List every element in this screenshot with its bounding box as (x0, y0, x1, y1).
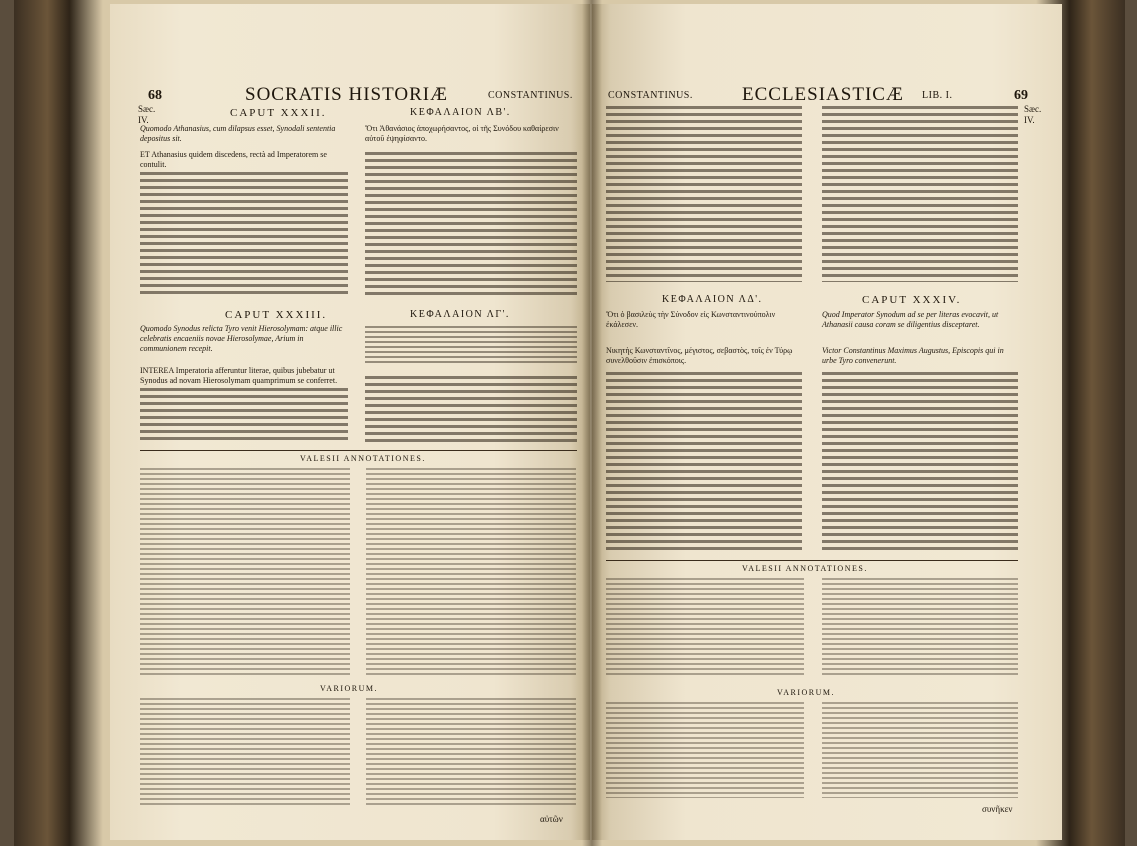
right-variorum-col-1 (606, 702, 804, 798)
right-valesii-col-1 (606, 578, 804, 678)
left-catchword: αὐτῶν (540, 814, 563, 824)
latin-text-block-34 (822, 372, 1018, 552)
caput-32-subtitle: Quomodo Athanasius, cum dilapsus esset, Synodali sententia depositus sit. (140, 124, 336, 143)
caput-34-heading: CAPUT XXXIV. (862, 294, 962, 306)
book-gutter (582, 0, 602, 846)
kephalaion-34-subtitle: Ὅτι ὁ βασιλεὺς τὴν Σύνοδον εἰς Κωνσταντινούπολιν ἐκάλεσεν. (606, 310, 776, 329)
caput-33-first-line: INTEREA Imperatoria afferuntur literae, quibus jubebatur ut Synodus ad novam Hierosolymam quamprimum se conferret. (140, 366, 338, 385)
right-margin-note: Sæc. IV. (1024, 104, 1042, 125)
right-valesii-col-2 (822, 578, 1018, 678)
left-margin-note: Sæc. IV. (138, 104, 156, 125)
greek-text-block-continued (606, 106, 802, 282)
open-book (14, 0, 1125, 846)
right-valesii-notes-label: VALESII ANNOTATIONES. (742, 564, 868, 573)
notes-rule (140, 450, 577, 451)
right-page-number: 69 (1014, 88, 1028, 103)
valesii-notes-col-2 (366, 468, 576, 678)
kephalaion-32-heading: ΚΕΦΑΛΑΙΟΝ ΛΒ'. (410, 107, 511, 118)
right-running-head-right: LIB. I. (922, 90, 953, 101)
right-variorum-col-2 (822, 702, 1018, 798)
caput-34-subtitle: Quod Imperator Synodum ad se per literas evocavit, ut Athanasii causa coram se diligentius disceptaret. (822, 310, 999, 329)
caput-32-first-line: ET Athanasius quidem discedens, rectà ad Imperatorem se contulit. (140, 150, 327, 169)
right-page (592, 4, 1062, 840)
greek-text-block-32 (365, 152, 577, 298)
latin-text-block-32 (140, 172, 348, 298)
right-running-head: ECCLESIASTICÆ (742, 84, 904, 105)
valesii-notes-label: VALESII ANNOTATIONES. (300, 454, 426, 463)
greek-subtitle-block-33 (365, 326, 577, 366)
right-running-head-left: CONSTANTINUS. (608, 90, 693, 101)
left-page-number: 68 (148, 88, 162, 103)
latin-text-block-continued (822, 106, 1018, 282)
variorum-col-2 (366, 698, 576, 808)
greek-greeting: Νικητὴς Κωνσταντῖνος, μέγιστος, σεβαστὸς, τοῖς ἐν Τύρῳ συνελθοῦσιν ἐπισκόποις. (606, 346, 793, 365)
right-catchword: συνῆκεν (982, 804, 1013, 814)
latin-text-block-33 (140, 388, 348, 444)
caput-33-subtitle: Quomodo Synodus relicta Tyro venit Hierosolymam: atque illic celebratis encaeniis novae Hierosolymae, Arium in communionem recepit. (140, 324, 343, 353)
greek-text-block-34 (606, 372, 802, 552)
variorum-label: VARIORUM. (320, 684, 379, 693)
variorum-col-1 (140, 698, 350, 808)
kephalaion-32-subtitle: Ὅτι Ἀθανάσιος ἀποχωρήσαντος, οἱ τῆς Συνόδου καθαίρεσιν αὐτοῦ ἐψηφίσαντο. (365, 124, 559, 143)
latin-greeting: Victor Constantinus Maximus Augustus, Episcopis qui in urbe Tyro convenerunt. (822, 346, 1004, 365)
caput-32-heading: CAPUT XXXII. (230, 107, 327, 119)
right-variorum-label: VARIORUM. (777, 688, 836, 697)
left-running-head-right: CONSTANTINUS. (488, 90, 573, 101)
greek-text-block-33 (365, 376, 577, 444)
caput-33-heading: CAPUT XXXIII. (225, 309, 328, 321)
valesii-notes-col-1 (140, 468, 350, 678)
kephalaion-33-heading: ΚΕΦΑΛΑΙΟΝ ΛΓ'. (410, 309, 510, 320)
left-running-head: SOCRATIS HISTORIÆ (245, 84, 448, 105)
kephalaion-34-heading: ΚΕΦΑΛΑΙΟΝ ΛΔ'. (662, 294, 763, 305)
right-notes-rule (606, 560, 1018, 561)
left-page (110, 4, 590, 840)
